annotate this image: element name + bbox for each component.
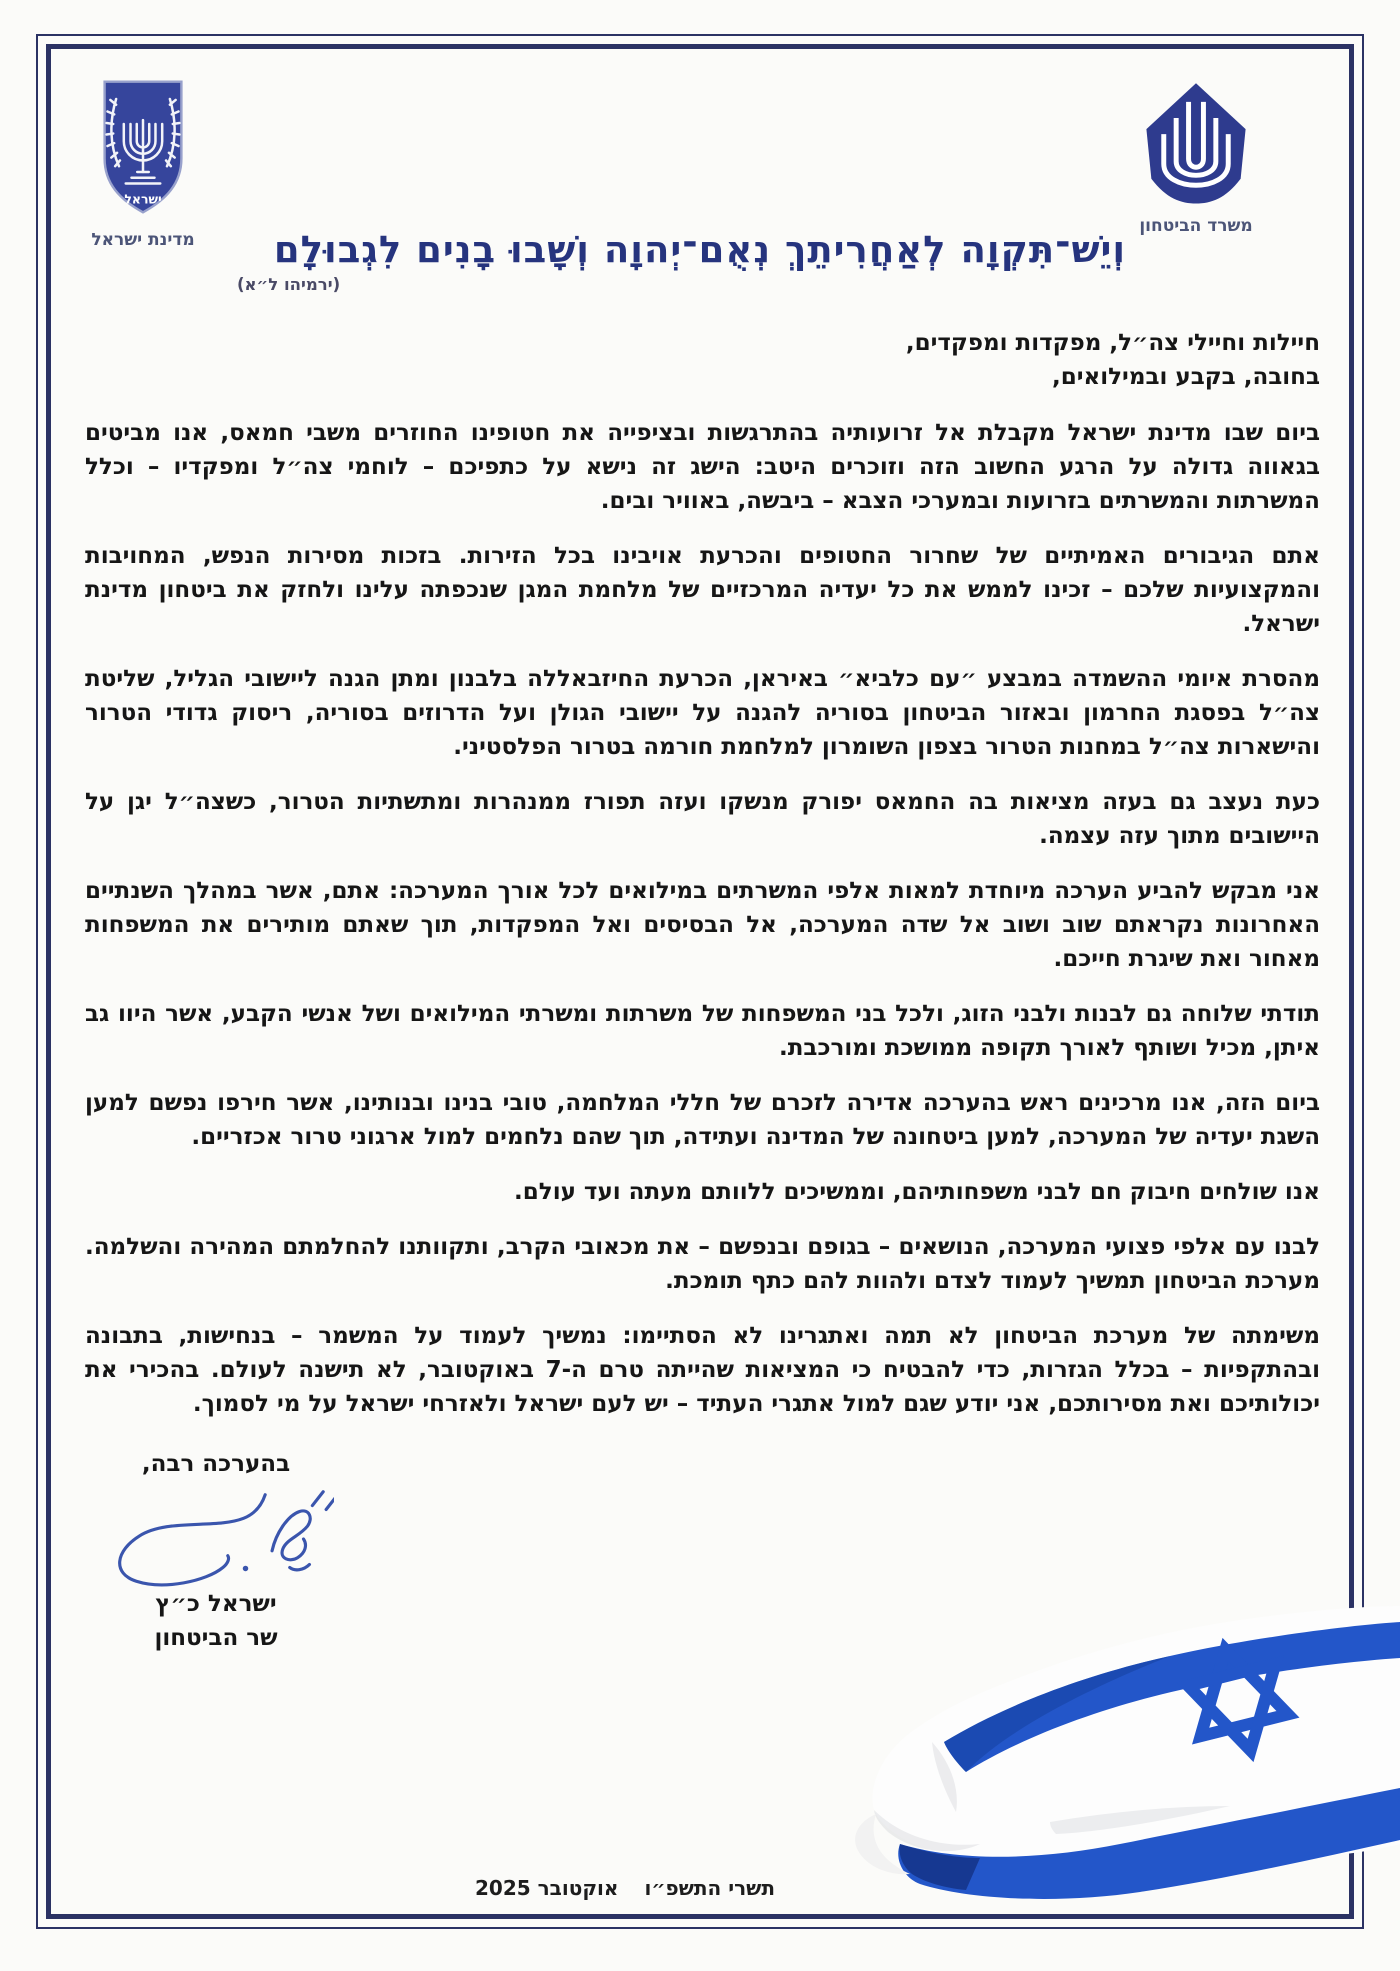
state-emblem-inner-label: ישראל [124,191,162,207]
greeting [85,326,1320,394]
signer-name: ישראל כ״ץ [155,1591,277,1617]
israel-flag-image [840,1592,1400,1940]
date-hebrew: תשרי התשפ״ו [644,1876,775,1900]
quote-block [85,228,1315,294]
letter-paragraph: ביום שבו מדינת ישראל מקבלת אל זרועותיה בהתרגשות ובציפייה את חטופינו החוזרים משבי חמאס, אנו מביטים בגאווה גדולה על הרגע החשוב הזה וזוכרים היטב: הישג זה נישא על כתפיכם – לוחמי צה״ל ומפקדיו – וכלל המשרתות והמשרתים בזרועות ובמערכי הצבא – ביבשה, באוויר ובים. [85,420,1320,514]
mod-logo-block [1116,82,1276,236]
biblical-quote: וְיֵשׁ־תִּקְוָה לְאַחֲרִיתֵךְ נְאֻם־יְהוָה וְשָׁבוּ בָנִים לִגְבוּלָם [273,228,1127,271]
greeting-line-2: בחובה, בקבע ובמילואים, [1051,364,1320,390]
signer-title: שר הביטחון [154,1625,278,1651]
letter-paragraph: אתם הגיבורים האמיתיים של שחרור החטופים והכרעת אויבינו בכל הזירות. בזכות מסירות הנפש, המחויבות והמקצועיות שלכם – זכינו לממש את כל יעדיה המרכזיים של מלחמת המגן שנכפתה עלינו ולחזק את ביטחון מדינת ישראל. [85,543,1320,637]
date-gregorian: אוקטובר 2025 [475,1876,619,1900]
mod-logo-caption: משרד הביטחון [1139,216,1253,236]
quote-attribution: (ירמיהו ל״א) [237,275,341,294]
state-emblem-caption: מדינת ישראל [91,230,195,250]
letter-paragraph: אני מבקש להביע הערכה מיוחדת למאות אלפי המשרתים במילואים לכל אורך המערכה: אתם, אשר במהלך השנתיים האחרונות נקראתם שוב ושוב אל שדה המערכה, אל הבסיסים ואל המפקדות, תוך שאתם מותירים את המשפחות מאחור ואת שיגרת חייכם. [85,878,1320,972]
letter-paragraph: אנו שולחים חיבוק חם לבני משפחותיהם, וממשיכים ללוותם מעתה ועד עולם. [514,1179,1320,1205]
state-emblem-block [88,76,198,250]
state-emblem-icon [95,76,191,218]
mod-logo-icon [1121,82,1271,206]
greeting-line-1: חיילות וחיילי צה״ל, מפקדות ומפקדים, [905,330,1320,356]
closing-salutation: בהערכה רבה, [141,1451,291,1477]
letter-paragraph: ביום הזה, אנו מרכינים ראש בהערכה אדירה לזכרם של חללי המלחמה, טובי בנינו ובנותינו, אשר חירפו נפשם למען השגת יעדיה של המערכה, למען ביטחונה של המדינה ועתידה, תוך שהם נלחמים למול ארגוני טרור אכזריים. [85,1090,1320,1150]
letter-paragraph: כעת נעצב גם בעזה מציאות בה החמאס יפורק מנשקו ועזה תפורז ממנהרות ומתשתיות הטרור, כשצה״ל יגן על היישובים מתוך עזה עצמה. [85,789,1320,849]
letter-body [85,326,1320,1655]
letter-paragraph: לבנו עם אלפי פצועי המערכה, הנושאים – בגופם ובנפשם – את מכאובי הקרב, ותקוותנו להחלמתם המהירה והשלמה. מערכת הביטחון תמשיך לעמוד לצדם ולהוות להם כתף תומכת. [85,1234,1320,1294]
signature-scribble [98,1479,334,1597]
closing-block [91,1447,341,1655]
letter-paragraph: משימתה של מערכת הביטחון לא תמה ואתגרינו לא הסתיימו: נמשיך לעמוד על המשמר – בנחישות, בתבונה ובהתקפיות – בכלל הגזרות, כדי להבטיח כי המציאות שהייתה טרם ה-7 באוקטובר, לא תישנה לעולם. בהכירי את יכולותיכם ואת מסירותכם, אני יודע שגם למול אתגרי העתיד – יש לעם ישראל ולאזרחי ישראל על מי לסמוך. [85,1323,1320,1417]
letter-paragraph: מהסרת איומי ההשמדה במבצע ״עם כלביא״ באיראן, הכרעת החיזבאללה בלבנון ומתן הגנה ליישובי הגליל, שליטת צה״ל בפסגת החרמון ובאזור הביטחון בסוריה להגנה על יישובי הגולן ועל הדרוזים בסוריה, ריסוק גדודי הטרור והישארות צה״ל במחנות הטרור בצפון השומרון למלחמת חורמה בטרור הפלסטיני. [85,666,1320,760]
letter-paragraph: תודתי שלוחה גם לבנות ולבני הזוג, ולכל בני המשפחות של משרתות ומשרתי המילואים ושל אנשי הקבע, אשר היוו גב איתן, מכיל ושותף לאורך תקופה ממושכת ומורכבת. [85,1001,1320,1061]
